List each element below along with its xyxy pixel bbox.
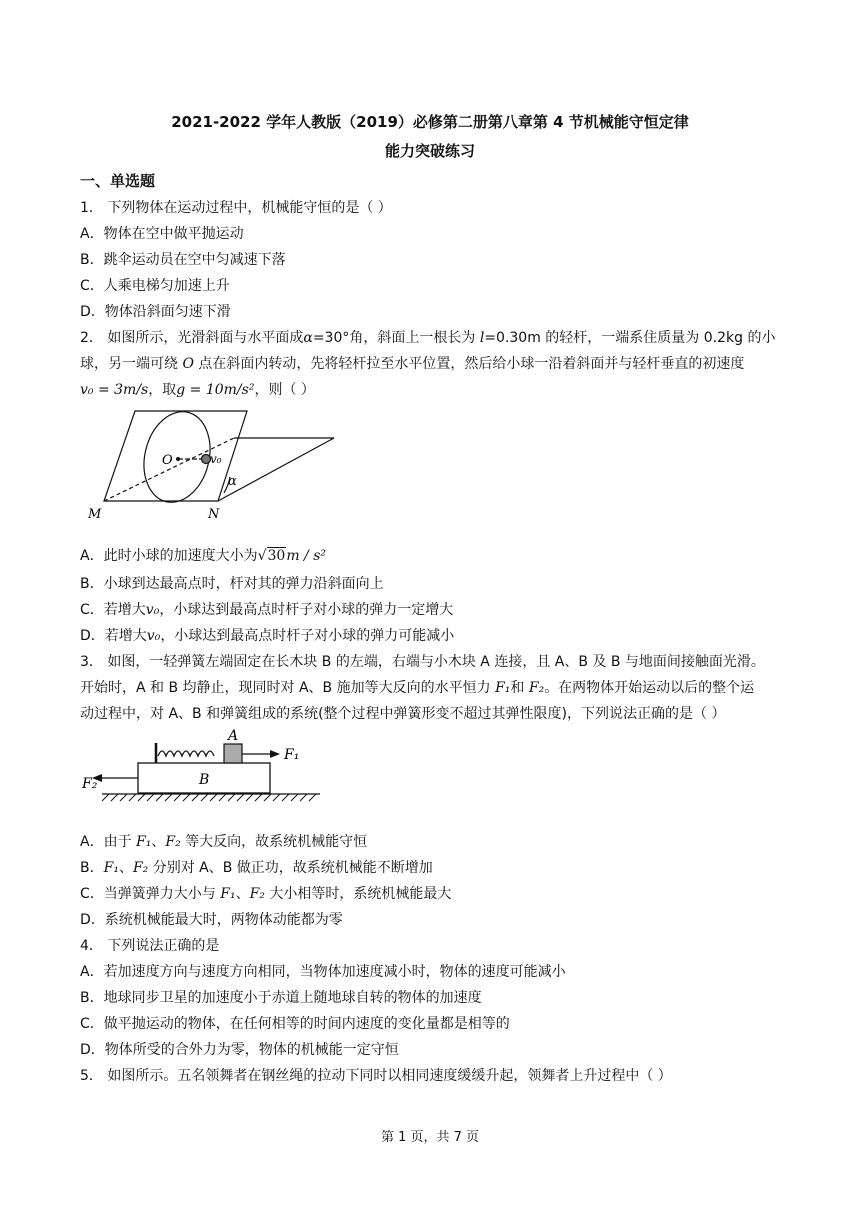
page-subtitle: 能力突破练习 <box>384 142 475 160</box>
question-3-option-a: A．由于 F₁、F₂ 等大反向，故系统机械能守恒 <box>80 834 368 850</box>
label-v0: v₀ <box>210 452 222 466</box>
incline-plane <box>104 411 247 501</box>
question-2-option-c: C．若增大v₀，小球达到最高点时杆子对小球的弹力一定增大 <box>80 602 454 618</box>
question-3-stem-line-2: 开始时，A 和 B 均静止，现同时对 A、B 施加等大反向的水平恒力 F₁和 F₂。在两物体开始运动以后的整个运 <box>80 680 755 696</box>
label-alpha: α <box>228 474 237 489</box>
arrow-f1-head <box>270 750 280 758</box>
label-f2: F₂ <box>82 776 98 792</box>
question-1-option-b: B．跳伞运动员在空中匀减速下落 <box>80 252 286 268</box>
question-2-option-a: A．此时小球的加速度大小为√30m / s² <box>80 548 327 564</box>
question-3-option-d: D．系统机械能最大时，两物体动能都为零 <box>80 912 343 928</box>
page-title: 2021-2022 学年人教版（2019）必修第二册第八章第 4 节机械能守恒定律 <box>171 113 689 131</box>
question-4-stem: 4． 下列说法正确的是 <box>80 938 220 954</box>
question-3-option-b: B．F₁、F₂ 分别对 A、B 做正功，故系统机械能不断增加 <box>80 860 433 876</box>
question-4-option-a: A．若加速度方向与速度方向相同，当物体加速度减小时，物体的速度可能减小 <box>80 964 566 980</box>
incline-rod-figure <box>82 405 342 523</box>
label-o: O <box>162 453 173 468</box>
question-4-option-d: D．物体所受的合外力为零，物体的机械能一定守恒 <box>80 1042 399 1058</box>
ground-hatching <box>102 794 316 801</box>
question-1-option-c: C．人乘电梯匀加速上升 <box>80 278 230 294</box>
block-a <box>224 744 242 763</box>
spring <box>158 751 214 756</box>
question-2-stem-line-2: 球，另一端可绕 O 点在斜面内转动，先将轻杆拉至水平位置，然后给小球一沿着斜面并与轻杆垂直的初速度 <box>80 356 745 372</box>
question-2-stem-line-3: v₀ = 3m/s，取g = 10m/s²，则（ ） <box>80 382 315 398</box>
label-m: M <box>88 507 102 522</box>
question-4-option-c: C．做平抛运动的物体，在任何相等的时间内速度的变化量都是相等的 <box>80 1016 510 1032</box>
question-1-option-a: A．物体在空中做平抛运动 <box>80 226 244 242</box>
spring-block-figure <box>82 726 326 806</box>
question-5-stem: 5． 如图所示。五名领舞者在钢丝绳的拉动下同时以相同速度缓缓升起，领舞者上升过程中（ ） <box>80 1068 672 1084</box>
label-b: B <box>199 772 210 788</box>
pivot-point <box>176 457 180 461</box>
question-4-option-b: B．地球同步卫星的加速度小于赤道上随地球自转的物体的加速度 <box>80 990 482 1006</box>
question-3-stem-line-1: 3． 如图，一轻弹簧左端固定在长木块 B 的左端，右端与小木块 A 连接，且 A、B 及 B 与地面间接触面光滑。 <box>80 654 765 670</box>
sqrt-value: 30 <box>267 548 286 564</box>
label-n: N <box>208 507 220 522</box>
section-heading: 一、单选题 <box>80 172 156 190</box>
page-footer: 第 1 页，共 7 页 <box>380 1130 480 1145</box>
question-1-option-d: D．物体沿斜面匀速下滑 <box>80 304 231 320</box>
incline-base-dashed <box>104 438 234 501</box>
question-2-stem-line-1: 2． 如图所示，光滑斜面与水平面成α=30°角，斜面上一根长为 l=0.30m 的轻杆，一端系住质量为 0.2kg 的小 <box>80 330 776 346</box>
question-3-option-c: C．当弹簧弹力大小与 F₁、F₂ 大小相等时，系统机械能最大 <box>80 886 452 902</box>
question-3-stem-line-3: 动过程中，对 A、B 和弹簧组成的系统(整个过程中弹簧形变不超过其弹性限度)，下列说法正确的是（ ） <box>80 706 726 722</box>
label-a: A <box>228 728 239 744</box>
label-f1: F₁ <box>284 747 300 763</box>
question-2-option-b: B．小球到达最高点时，杆对其的弹力沿斜面向上 <box>80 576 384 592</box>
question-2-option-d: D．若增大v₀，小球达到最高点时杆子对小球的弹力可能减小 <box>80 628 455 644</box>
question-1-stem: 1． 下列物体在运动过程中，机械能守恒的是（ ） <box>80 200 392 216</box>
